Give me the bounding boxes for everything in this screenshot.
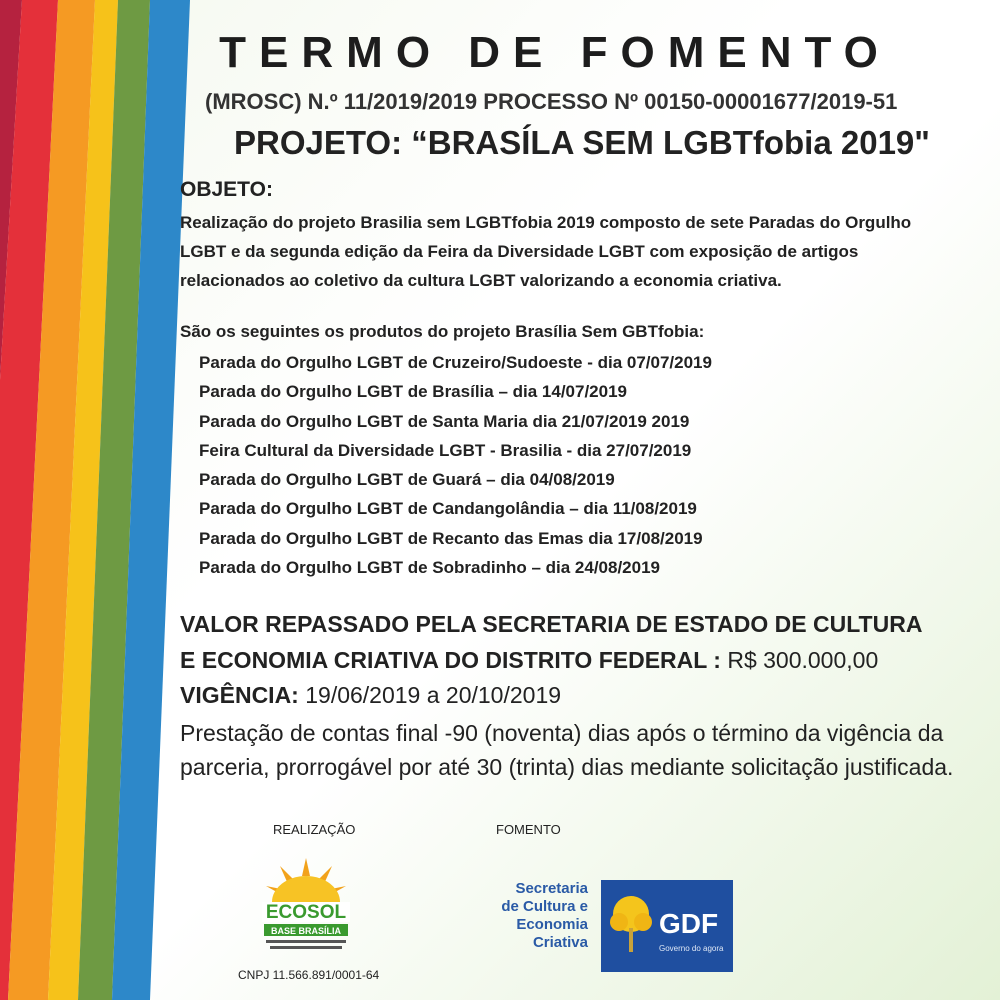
objeto-line: Realização do projeto Brasilia sem LGBTfobia 2019 composto de sete Paradas do Orgulho <box>180 213 912 232</box>
product-item: Parada do Orgulho LGBT de Recanto das Emas dia 17/08/2019 <box>199 528 703 548</box>
vigencia <box>180 680 561 710</box>
valor-amount: R$ 300.000,00 <box>727 647 879 673</box>
product-item: Parada do Orgulho LGBT de Guará – dia 04/08/2019 <box>199 470 615 490</box>
cnpj-number: CNPJ 11.566.891/0001-64 <box>238 968 380 982</box>
sun-icon <box>266 858 346 902</box>
product-item: Parada do Orgulho LGBT de Candangolândia – dia 11/08/2019 <box>199 499 697 519</box>
gdf-logo <box>601 880 733 972</box>
ecosol-logo <box>258 850 354 960</box>
prestacao-contas <box>180 716 953 784</box>
secretaria-line: de Cultura e <box>501 898 588 915</box>
rainbow-stripes <box>0 0 200 1000</box>
product-item: Parada do Orgulho LGBT de Brasília – dia 14/07/2019 <box>199 382 627 402</box>
secretaria-line: Secretaria <box>515 880 588 897</box>
valor-line-1: VALOR REPASSADO PELA SECRETARIA DE ESTADO DE CULTURA <box>180 611 923 637</box>
product-item: Parada do Orgulho LGBT de Cruzeiro/Sudoeste - dia 07/07/2019 <box>199 353 712 372</box>
document-title: TERMO DE FOMENTO <box>219 28 891 77</box>
objeto-line: relacionados ao coletivo da cultura LGBT valorizando a economia criativa. <box>180 271 782 290</box>
product-item: Parada do Orgulho LGBT de Santa Maria dia 21/07/2019 2019 <box>199 411 690 431</box>
valor-repassado <box>180 606 922 678</box>
objeto-label: OBJETO: <box>180 178 273 201</box>
valor-label: E ECONOMIA CRIATIVA DO DISTRITO FEDERAL : <box>180 647 728 673</box>
products-list <box>199 348 712 582</box>
ecosol-subtitle: BASE BRASÍLIA <box>270 926 342 936</box>
product-item: Parada do Orgulho LGBT de Sobradinho – dia 24/08/2019 <box>199 558 661 578</box>
vigencia-value: 19/06/2019 a 20/10/2019 <box>298 682 562 708</box>
gdf-tagline: Governo do agora <box>659 944 724 953</box>
prestacao-line: parceria, prorrogável por até 30 (trinta) dias mediante solicitação justificada. <box>180 754 954 780</box>
secretaria-line: Economia <box>516 916 588 933</box>
process-number: (MROSC) N.º 11/2019/2019 PROCESSO Nº 00150-00001677/2019-51 <box>205 89 898 114</box>
fomento-label: FOMENTO <box>496 822 561 837</box>
prestacao-line: Prestação de contas final -90 (noventa) dias após o término da vigência da <box>180 720 944 746</box>
secretaria-line: Criativa <box>532 934 588 951</box>
objeto-line: LGBT e da segunda edição da Feira da Diversidade LGBT com exposição de artigos <box>180 242 859 261</box>
objeto-text <box>180 208 911 295</box>
products-intro: São os seguintes os produtos do projeto Brasília Sem GBTfobia: <box>180 322 705 341</box>
ipe-tree-icon <box>607 892 655 956</box>
secretaria-cultura-logo <box>490 880 588 952</box>
product-item: Feira Cultural da Diversidade LGBT - Brasilia - dia 27/07/2019 <box>199 440 692 460</box>
realizacao-label: REALIZAÇÃO <box>273 822 356 837</box>
gdf-wordmark: GDF <box>659 908 719 939</box>
valor-line-2 <box>180 642 922 678</box>
vigencia-label: VIGÊNCIA: <box>180 682 299 708</box>
project-name: PROJETO: “BRASÍLA SEM LGBTfobia 2019" <box>234 124 930 161</box>
ecosol-wordmark: ECOSOL <box>265 902 347 923</box>
